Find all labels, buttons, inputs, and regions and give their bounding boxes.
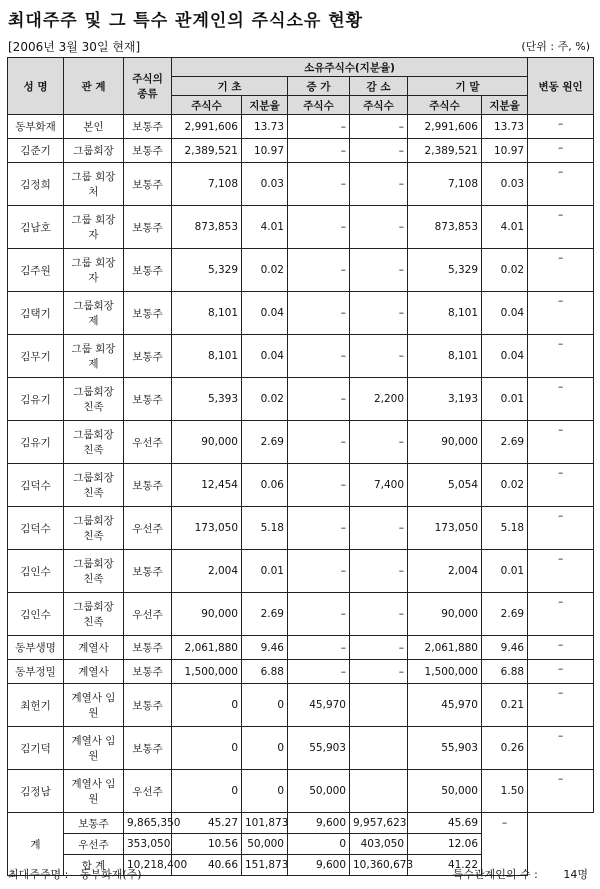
cell-begin-ratio: 10.97 bbox=[242, 139, 288, 163]
related-count bbox=[453, 866, 588, 882]
header-end: 기 말 bbox=[408, 77, 528, 96]
cell-begin-ratio: 0.02 bbox=[242, 378, 288, 421]
cell-increase: 45,970 bbox=[288, 684, 350, 727]
cell-begin-ratio: 0.04 bbox=[242, 292, 288, 335]
header-decrease: 감 소 bbox=[350, 77, 408, 96]
table-row bbox=[8, 550, 594, 593]
cell-begin-shares: 7,108 bbox=[172, 163, 242, 206]
header-stock-type: 주식의 종류 bbox=[124, 58, 172, 115]
cell-decrease: – bbox=[350, 206, 408, 249]
table-row bbox=[8, 684, 594, 727]
header-change-reason: 변동 원인 bbox=[528, 58, 594, 115]
cell-begin-shares: 5,329 bbox=[172, 249, 242, 292]
cell-relation: 그룹회장 제 bbox=[64, 292, 124, 335]
cell-end-ratio: 5.18 bbox=[482, 507, 528, 550]
cell-end-shares: 2,061,880 bbox=[408, 636, 482, 660]
cell-change-reason: – bbox=[528, 464, 594, 507]
cell-begin-ratio: 0.01 bbox=[242, 550, 288, 593]
cell-end-shares: 50,000 bbox=[408, 770, 482, 813]
table-row bbox=[8, 464, 594, 507]
cell-stock-type: 보통주 bbox=[124, 115, 172, 139]
cell-name: 김준기 bbox=[8, 139, 64, 163]
total-type: 우선주 bbox=[64, 834, 124, 855]
cell-end-shares: 2,389,521 bbox=[408, 139, 482, 163]
cell-end-shares: 2,991,606 bbox=[408, 115, 482, 139]
cell-end-shares: 173,050 bbox=[408, 507, 482, 550]
cell-end-shares: 90,000 bbox=[408, 421, 482, 464]
cell-change-reason: – bbox=[528, 115, 594, 139]
cell-decrease: – bbox=[350, 139, 408, 163]
major-shareholder-label: 최대주주명 : bbox=[8, 868, 69, 881]
cell-end-ratio: 0.02 bbox=[482, 464, 528, 507]
cell-increase: – bbox=[288, 292, 350, 335]
table-row bbox=[8, 163, 594, 206]
cell-relation: 그룹회장 친족 bbox=[64, 421, 124, 464]
cell-begin-ratio: 0 bbox=[242, 684, 288, 727]
total-row-common bbox=[8, 813, 594, 834]
cell-end-ratio: 0.04 bbox=[482, 335, 528, 378]
cell-decrease: – bbox=[350, 249, 408, 292]
cell-change-reason: – bbox=[528, 636, 594, 660]
cell-change-reason: – bbox=[528, 139, 594, 163]
header-begin: 기 초 bbox=[172, 77, 288, 96]
cell-decrease: – bbox=[350, 507, 408, 550]
cell-relation: 그룹회장 친족 bbox=[64, 507, 124, 550]
cell-begin-shares: 173,050 bbox=[172, 507, 242, 550]
cell-begin-shares: 5,393 bbox=[172, 378, 242, 421]
cell-change-reason: – bbox=[528, 727, 594, 770]
cell-name: 동부정밀 bbox=[8, 660, 64, 684]
cell-increase: – bbox=[288, 464, 350, 507]
cell-decrease: – bbox=[350, 292, 408, 335]
cell-stock-type: 보통주 bbox=[124, 163, 172, 206]
header-end-ratio: 지분율 bbox=[482, 96, 528, 115]
cell-begin-ratio: 6.88 bbox=[242, 660, 288, 684]
cell-begin-ratio: 2.69 bbox=[242, 593, 288, 636]
cell-relation: 그룹 회장제 bbox=[64, 335, 124, 378]
cell-begin-shares: 12,454 bbox=[172, 464, 242, 507]
cell-increase: – bbox=[288, 115, 350, 139]
cell-stock-type: 우선주 bbox=[124, 770, 172, 813]
cell-name: 김주원 bbox=[8, 249, 64, 292]
cell-begin-shares: 0 bbox=[172, 684, 242, 727]
total-begin-ratio: 10.56 bbox=[172, 834, 242, 855]
cell-increase: – bbox=[288, 550, 350, 593]
cell-begin-shares: 90,000 bbox=[172, 593, 242, 636]
cell-relation: 계열사 bbox=[64, 636, 124, 660]
cell-end-shares: 8,101 bbox=[408, 335, 482, 378]
cell-end-shares: 45,970 bbox=[408, 684, 482, 727]
cell-name: 김인수 bbox=[8, 593, 64, 636]
major-shareholder bbox=[8, 866, 142, 882]
cell-decrease: – bbox=[350, 163, 408, 206]
header-begin-shares: 주식수 bbox=[172, 96, 242, 115]
cell-increase: – bbox=[288, 335, 350, 378]
cell-end-shares: 2,004 bbox=[408, 550, 482, 593]
cell-begin-ratio: 4.01 bbox=[242, 206, 288, 249]
cell-name: 동부생명 bbox=[8, 636, 64, 660]
cell-begin-ratio: 0.02 bbox=[242, 249, 288, 292]
cell-end-shares: 3,193 bbox=[408, 378, 482, 421]
cell-increase: 55,903 bbox=[288, 727, 350, 770]
cell-end-ratio: 0.01 bbox=[482, 378, 528, 421]
cell-change-reason: – bbox=[528, 660, 594, 684]
cell-name: 김유기 bbox=[8, 378, 64, 421]
header-increase-shares: 주식수 bbox=[288, 96, 350, 115]
cell-relation: 그룹 회장자 bbox=[64, 206, 124, 249]
total-increase: 101,873 bbox=[242, 813, 288, 834]
total-end-shares: 9,957,623 bbox=[350, 813, 408, 834]
cell-change-reason: – bbox=[528, 335, 594, 378]
cell-change-reason: – bbox=[528, 593, 594, 636]
cell-increase: – bbox=[288, 421, 350, 464]
header-relation: 관 계 bbox=[64, 58, 124, 115]
cell-end-ratio: 0.02 bbox=[482, 249, 528, 292]
unit-note: (단위 : 주, %) bbox=[521, 40, 590, 53]
table-row bbox=[8, 507, 594, 550]
cell-begin-shares: 2,991,606 bbox=[172, 115, 242, 139]
cell-begin-ratio: 5.18 bbox=[242, 507, 288, 550]
cell-decrease: – bbox=[350, 550, 408, 593]
cell-increase: – bbox=[288, 636, 350, 660]
cell-name: 김인수 bbox=[8, 550, 64, 593]
table-row bbox=[8, 421, 594, 464]
cell-relation: 계열사 임원 bbox=[64, 770, 124, 813]
cell-begin-ratio: 0.06 bbox=[242, 464, 288, 507]
cell-begin-shares: 873,853 bbox=[172, 206, 242, 249]
cell-begin-shares: 8,101 bbox=[172, 335, 242, 378]
cell-increase: – bbox=[288, 660, 350, 684]
total-type: 보통주 bbox=[64, 813, 124, 834]
cell-stock-type: 보통주 bbox=[124, 378, 172, 421]
cell-end-ratio: 1.50 bbox=[482, 770, 528, 813]
total-reason: – bbox=[482, 813, 528, 876]
cell-begin-shares: 2,004 bbox=[172, 550, 242, 593]
cell-relation: 그룹회장 친족 bbox=[64, 550, 124, 593]
cell-name: 김택기 bbox=[8, 292, 64, 335]
cell-end-ratio: 0.26 bbox=[482, 727, 528, 770]
total-decrease: 9,600 bbox=[288, 855, 350, 876]
cell-relation: 계열사 임원 bbox=[64, 727, 124, 770]
cell-change-reason: – bbox=[528, 378, 594, 421]
cell-stock-type: 보통주 bbox=[124, 335, 172, 378]
cell-decrease: – bbox=[350, 335, 408, 378]
cell-end-ratio: 2.69 bbox=[482, 593, 528, 636]
cell-name: 김무기 bbox=[8, 335, 64, 378]
cell-stock-type: 우선주 bbox=[124, 507, 172, 550]
major-shareholder-value: 동부화재(주) bbox=[79, 868, 142, 881]
total-begin-shares: 9,865,350 bbox=[124, 813, 172, 834]
cell-begin-shares: 0 bbox=[172, 727, 242, 770]
cell-end-ratio: 0.03 bbox=[482, 163, 528, 206]
cell-begin-ratio: 0.04 bbox=[242, 335, 288, 378]
cell-begin-shares: 2,061,880 bbox=[172, 636, 242, 660]
cell-relation: 그룹 회장자 bbox=[64, 249, 124, 292]
cell-relation: 계열사 임원 bbox=[64, 684, 124, 727]
cell-change-reason: – bbox=[528, 292, 594, 335]
cell-increase: 50,000 bbox=[288, 770, 350, 813]
cell-begin-shares: 2,389,521 bbox=[172, 139, 242, 163]
cell-decrease bbox=[350, 684, 408, 727]
cell-begin-ratio: 0.03 bbox=[242, 163, 288, 206]
cell-end-ratio: 0.01 bbox=[482, 550, 528, 593]
cell-begin-ratio: 0 bbox=[242, 770, 288, 813]
cell-decrease: – bbox=[350, 593, 408, 636]
cell-decrease bbox=[350, 770, 408, 813]
cell-begin-ratio: 2.69 bbox=[242, 421, 288, 464]
cell-decrease bbox=[350, 727, 408, 770]
cell-change-reason: – bbox=[528, 206, 594, 249]
cell-name: 김남호 bbox=[8, 206, 64, 249]
cell-stock-type: 우선주 bbox=[124, 593, 172, 636]
cell-change-reason: – bbox=[528, 770, 594, 813]
cell-end-shares: 90,000 bbox=[408, 593, 482, 636]
cell-decrease: – bbox=[350, 421, 408, 464]
cell-name: 김정희 bbox=[8, 163, 64, 206]
header-name: 성 명 bbox=[8, 58, 64, 115]
cell-end-ratio: 6.88 bbox=[482, 660, 528, 684]
cell-stock-type: 보통주 bbox=[124, 636, 172, 660]
cell-stock-type: 보통주 bbox=[124, 249, 172, 292]
cell-end-shares: 55,903 bbox=[408, 727, 482, 770]
cell-stock-type: 보통주 bbox=[124, 292, 172, 335]
cell-end-ratio: 10.97 bbox=[482, 139, 528, 163]
total-decrease: 9,600 bbox=[288, 813, 350, 834]
cell-decrease: – bbox=[350, 636, 408, 660]
total-decrease: 0 bbox=[288, 834, 350, 855]
table-row bbox=[8, 378, 594, 421]
cell-increase: – bbox=[288, 206, 350, 249]
cell-end-shares: 1,500,000 bbox=[408, 660, 482, 684]
cell-end-ratio: 0.21 bbox=[482, 684, 528, 727]
cell-increase: – bbox=[288, 163, 350, 206]
cell-end-ratio: 9.46 bbox=[482, 636, 528, 660]
cell-end-ratio: 2.69 bbox=[482, 421, 528, 464]
table-row bbox=[8, 636, 594, 660]
cell-name: 동부화재 bbox=[8, 115, 64, 139]
cell-increase: – bbox=[288, 249, 350, 292]
cell-name: 김정남 bbox=[8, 770, 64, 813]
cell-change-reason: – bbox=[528, 249, 594, 292]
header-ownership: 소유주식수(지분율) bbox=[172, 58, 528, 77]
as-of-date: [2006년 3월 30일 현재] bbox=[8, 40, 141, 54]
cell-end-ratio: 13.73 bbox=[482, 115, 528, 139]
total-type: 합 계 bbox=[64, 855, 124, 876]
cell-end-ratio: 4.01 bbox=[482, 206, 528, 249]
cell-name: 김유기 bbox=[8, 421, 64, 464]
table-row bbox=[8, 115, 594, 139]
table-row bbox=[8, 660, 594, 684]
cell-begin-ratio: 9.46 bbox=[242, 636, 288, 660]
cell-stock-type: 보통주 bbox=[124, 684, 172, 727]
total-end-ratio: 12.06 bbox=[408, 834, 482, 855]
header-decrease-shares: 주식수 bbox=[350, 96, 408, 115]
total-begin-shares: 353,050 bbox=[124, 834, 172, 855]
cell-end-shares: 8,101 bbox=[408, 292, 482, 335]
total-end-shares: 10,360,673 bbox=[350, 855, 408, 876]
cell-decrease: – bbox=[350, 660, 408, 684]
cell-end-shares: 5,329 bbox=[408, 249, 482, 292]
cell-change-reason: – bbox=[528, 163, 594, 206]
cell-increase: – bbox=[288, 593, 350, 636]
header-increase: 증 가 bbox=[288, 77, 350, 96]
cell-increase: – bbox=[288, 139, 350, 163]
cell-relation: 그룹회장 bbox=[64, 139, 124, 163]
table-row bbox=[8, 139, 594, 163]
cell-relation: 그룹회장 친족 bbox=[64, 378, 124, 421]
cell-begin-shares: 8,101 bbox=[172, 292, 242, 335]
cell-begin-shares: 1,500,000 bbox=[172, 660, 242, 684]
total-begin-shares: 10,218,400 bbox=[124, 855, 172, 876]
header-begin-ratio: 지분율 bbox=[242, 96, 288, 115]
table-row bbox=[8, 249, 594, 292]
document-title: 최대주주 및 그 특수 관계인의 주식소유 현황 bbox=[8, 11, 364, 31]
total-increase: 50,000 bbox=[242, 834, 288, 855]
cell-increase: – bbox=[288, 378, 350, 421]
total-end-ratio: 45.69 bbox=[408, 813, 482, 834]
cell-decrease: 2,200 bbox=[350, 378, 408, 421]
total-increase: 151,873 bbox=[242, 855, 288, 876]
total-begin-ratio: 45.27 bbox=[172, 813, 242, 834]
cell-decrease: 7,400 bbox=[350, 464, 408, 507]
cell-change-reason: – bbox=[528, 550, 594, 593]
cell-stock-type: 보통주 bbox=[124, 660, 172, 684]
header-end-shares: 주식수 bbox=[408, 96, 482, 115]
cell-stock-type: 보통주 bbox=[124, 464, 172, 507]
cell-relation: 본인 bbox=[64, 115, 124, 139]
cell-stock-type: 보통주 bbox=[124, 206, 172, 249]
cell-end-ratio: 0.04 bbox=[482, 292, 528, 335]
cell-change-reason: – bbox=[528, 421, 594, 464]
total-begin-ratio: 40.66 bbox=[172, 855, 242, 876]
table-row bbox=[8, 206, 594, 249]
cell-stock-type: 보통주 bbox=[124, 727, 172, 770]
cell-begin-shares: 0 bbox=[172, 770, 242, 813]
cell-name: 김덕수 bbox=[8, 507, 64, 550]
shareholding-table bbox=[7, 57, 594, 876]
cell-relation: 그룹회장 친족 bbox=[64, 593, 124, 636]
cell-stock-type: 보통주 bbox=[124, 550, 172, 593]
cell-name: 김덕수 bbox=[8, 464, 64, 507]
total-end-ratio: 41.22 bbox=[408, 855, 482, 876]
cell-change-reason: – bbox=[528, 507, 594, 550]
table-row bbox=[8, 593, 594, 636]
cell-relation: 계열사 bbox=[64, 660, 124, 684]
total-end-shares: 403,050 bbox=[350, 834, 408, 855]
cell-increase: – bbox=[288, 507, 350, 550]
cell-relation: 그룹회장 친족 bbox=[64, 464, 124, 507]
total-label: 계 bbox=[8, 813, 64, 876]
related-count-label: 특수관계인의 수 : bbox=[452, 868, 538, 881]
cell-stock-type: 우선주 bbox=[124, 421, 172, 464]
cell-decrease: – bbox=[350, 115, 408, 139]
table-row bbox=[8, 770, 594, 813]
cell-end-shares: 873,853 bbox=[408, 206, 482, 249]
related-count-value: 14명 bbox=[563, 868, 588, 881]
cell-begin-shares: 90,000 bbox=[172, 421, 242, 464]
cell-name: 김기덕 bbox=[8, 727, 64, 770]
cell-begin-ratio: 0 bbox=[242, 727, 288, 770]
cell-stock-type: 보통주 bbox=[124, 139, 172, 163]
cell-begin-ratio: 13.73 bbox=[242, 115, 288, 139]
table-row bbox=[8, 727, 594, 770]
cell-end-shares: 5,054 bbox=[408, 464, 482, 507]
cell-relation: 그룹 회장처 bbox=[64, 163, 124, 206]
table-row bbox=[8, 292, 594, 335]
cell-name: 최헌기 bbox=[8, 684, 64, 727]
table-row bbox=[8, 335, 594, 378]
cell-end-shares: 7,108 bbox=[408, 163, 482, 206]
cell-change-reason: – bbox=[528, 684, 594, 727]
